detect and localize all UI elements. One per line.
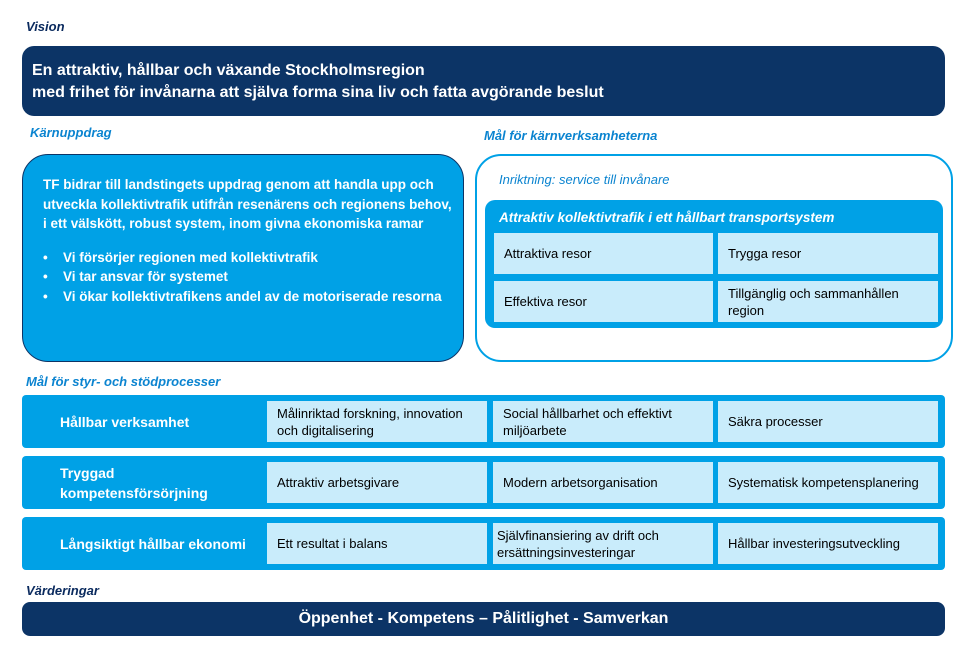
process-row [22, 395, 945, 448]
styrprocesser-label: Mål för styr- och stödprocesser [26, 374, 221, 389]
process-row-title: Hållbar verksamhet [60, 413, 190, 430]
direction-text: Inriktning: service till invånare [499, 172, 670, 187]
process-cell: Självfinansiering av drift och ersättningsinvesteringar [493, 523, 713, 564]
process-cell: Attraktiv arbetsgivare [267, 462, 487, 503]
process-cell: Ett resultat i balans [267, 523, 487, 564]
goal-cell: Attraktiva resor [494, 233, 713, 274]
process-cell: Hållbar investeringsutveckling [718, 523, 938, 564]
process-cell: Social hållbarhet och effektivt miljöarbete [493, 401, 713, 442]
process-row-title: Långsiktigt hållbar ekonomi [60, 535, 246, 552]
process-cell: Målinriktad forskning, innovation och digitalisering [267, 401, 487, 442]
varderingar-label: Värderingar [26, 583, 99, 598]
goal-cell: Effektiva resor [494, 281, 713, 322]
karnuppdrag-bullet-list [43, 248, 453, 307]
goal-cell: Tillgänglig och sammanhållen region [718, 281, 938, 322]
vision-line-1: En attraktiv, hållbar och växande Stockholmsregion [32, 62, 425, 79]
karnuppdrag-bullet: • Vi tar ansvar för systemet [43, 267, 453, 287]
karnuppdrag-box [22, 154, 464, 362]
process-cell: Modern arbetsorganisation [493, 462, 713, 503]
bullet-icon: • [43, 288, 48, 304]
vision-box [22, 46, 945, 116]
goal-cell: Trygga resor [718, 233, 938, 274]
process-cell: Säkra processer [718, 401, 938, 442]
process-row [22, 456, 945, 509]
process-row [22, 517, 945, 570]
karnverksamhet-inner-title: Attraktiv kollektivtrafik i ett hållbart transportsystem [499, 210, 835, 225]
varderingar-text: Öppenhet - Kompetens – Pålitlighet - Samverkan [298, 610, 669, 627]
karnuppdrag-label: Kärnuppdrag [30, 125, 112, 140]
karnuppdrag-bullet: • Vi försörjer regionen med kollektivtrafik [43, 248, 453, 268]
vision-label: Vision [26, 19, 65, 34]
bullet-icon: • [43, 249, 48, 265]
bullet-icon: • [43, 269, 48, 284]
karnuppdrag-bullet: • Vi ökar kollektivtrafikens andel av de motoriserade resorna [43, 287, 453, 307]
vision-line-2: med frihet för invånarna att själva forma sina liv och fatta avgörande beslut [32, 84, 604, 101]
varderingar-box [22, 602, 945, 636]
karnuppdrag-text: TF bidrar till landstingets uppdrag genom att handla upp och utveckla kollektivtrafik utifrån resenärens och regionens behov, i ett välskött, robust system, inom givna ekonomiska ramar [43, 177, 452, 231]
karnverksamhet-box [475, 154, 953, 362]
karnverksamhet-inner-box [485, 200, 943, 328]
karnverksamhet-label: Mål för kärnverksamheterna [484, 128, 658, 143]
process-row-title: Tryggad kompetensförsörjning [60, 464, 208, 501]
process-cell: Systematisk kompetensplanering [718, 462, 938, 503]
